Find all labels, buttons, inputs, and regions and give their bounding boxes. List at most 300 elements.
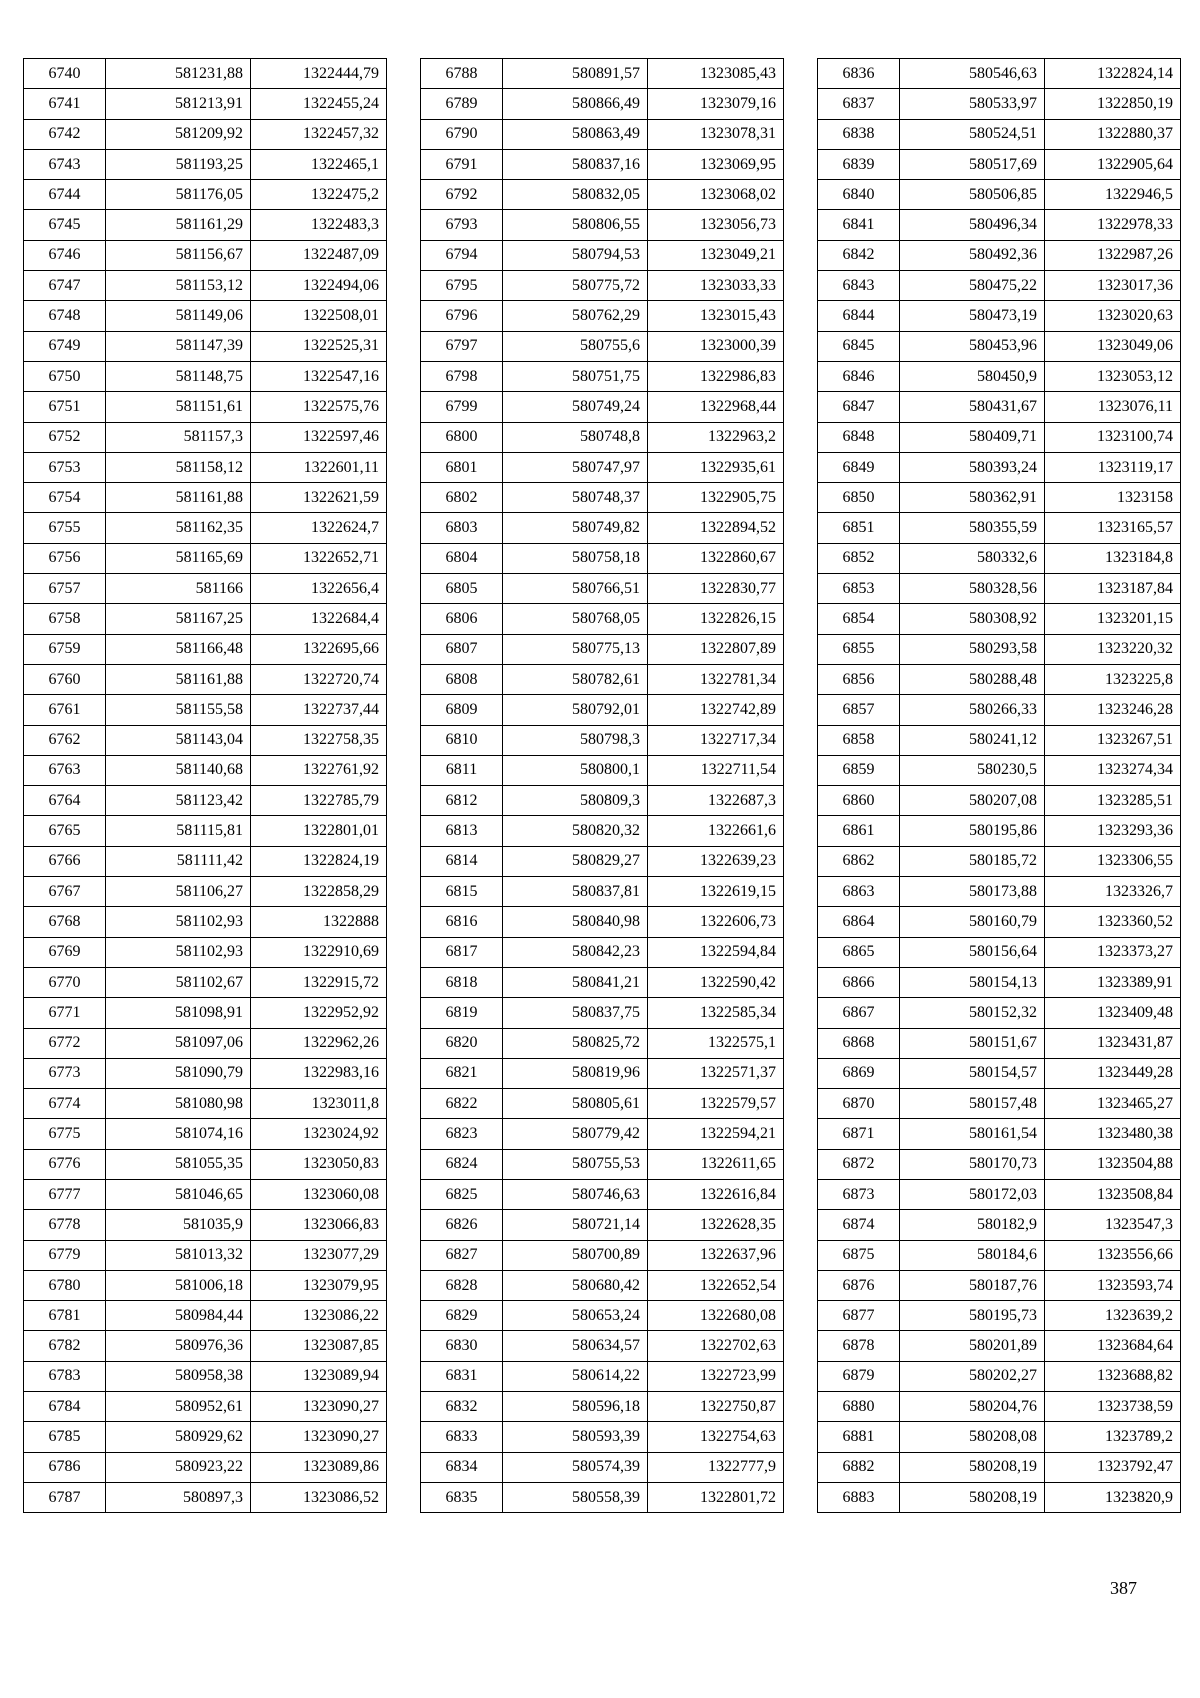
table-row bbox=[421, 574, 784, 604]
point-number-cell: 6831 bbox=[421, 1361, 503, 1391]
table-row bbox=[421, 786, 784, 816]
y-coordinate-cell: 1322684,4 bbox=[251, 604, 387, 634]
table-row bbox=[421, 271, 784, 301]
table-row bbox=[24, 967, 387, 997]
x-coordinate-cell: 580172,03 bbox=[900, 1179, 1045, 1209]
table-row bbox=[24, 361, 387, 391]
point-number-cell: 6783 bbox=[24, 1361, 106, 1391]
x-coordinate-cell: 580288,48 bbox=[900, 664, 1045, 694]
y-coordinate-cell: 1323000,39 bbox=[648, 331, 784, 361]
table-row bbox=[24, 1331, 387, 1361]
y-coordinate-cell: 1322807,89 bbox=[648, 634, 784, 664]
x-coordinate-cell: 581161,88 bbox=[106, 664, 251, 694]
y-coordinate-cell: 1323100,74 bbox=[1045, 422, 1181, 452]
x-coordinate-cell: 581123,42 bbox=[106, 786, 251, 816]
point-number-cell: 6757 bbox=[24, 574, 106, 604]
point-number-cell: 6787 bbox=[24, 1482, 106, 1512]
x-coordinate-cell: 581167,25 bbox=[106, 604, 251, 634]
y-coordinate-cell: 1323158 bbox=[1045, 483, 1181, 513]
y-coordinate-cell: 1323789,2 bbox=[1045, 1422, 1181, 1452]
y-coordinate-cell: 1322894,52 bbox=[648, 513, 784, 543]
point-number-cell: 6785 bbox=[24, 1422, 106, 1452]
point-number-cell: 6839 bbox=[818, 149, 900, 179]
x-coordinate-cell: 580496,34 bbox=[900, 210, 1045, 240]
table-row bbox=[24, 907, 387, 937]
table-row bbox=[818, 1452, 1181, 1482]
x-coordinate-cell: 580596,18 bbox=[503, 1392, 648, 1422]
x-coordinate-cell: 581055,35 bbox=[106, 1149, 251, 1179]
x-coordinate-cell: 581102,67 bbox=[106, 967, 251, 997]
coordinate-table-2 bbox=[420, 58, 784, 1513]
point-number-cell: 6845 bbox=[818, 331, 900, 361]
table-row bbox=[421, 513, 784, 543]
x-coordinate-cell: 580154,13 bbox=[900, 967, 1045, 997]
point-number-cell: 6760 bbox=[24, 664, 106, 694]
table-row bbox=[24, 210, 387, 240]
y-coordinate-cell: 1322695,66 bbox=[251, 634, 387, 664]
point-number-cell: 6852 bbox=[818, 543, 900, 573]
x-coordinate-cell: 580819,96 bbox=[503, 1058, 648, 1088]
y-coordinate-cell: 1322475,2 bbox=[251, 180, 387, 210]
y-coordinate-cell: 1322611,65 bbox=[648, 1149, 784, 1179]
y-coordinate-cell: 1323389,91 bbox=[1045, 967, 1181, 997]
point-number-cell: 6747 bbox=[24, 271, 106, 301]
y-coordinate-cell: 1323078,31 bbox=[648, 119, 784, 149]
table-row bbox=[818, 1179, 1181, 1209]
point-number-cell: 6801 bbox=[421, 452, 503, 482]
y-coordinate-cell: 1322742,89 bbox=[648, 695, 784, 725]
point-number-cell: 6883 bbox=[818, 1482, 900, 1512]
point-number-cell: 6763 bbox=[24, 755, 106, 785]
y-coordinate-cell: 1322652,71 bbox=[251, 543, 387, 573]
x-coordinate-cell: 580362,91 bbox=[900, 483, 1045, 513]
x-coordinate-cell: 580782,61 bbox=[503, 664, 648, 694]
y-coordinate-cell: 1322579,57 bbox=[648, 1089, 784, 1119]
y-coordinate-cell: 1322639,23 bbox=[648, 846, 784, 876]
x-coordinate-cell: 581098,91 bbox=[106, 998, 251, 1028]
y-coordinate-cell: 1323187,84 bbox=[1045, 574, 1181, 604]
x-coordinate-cell: 580747,97 bbox=[503, 452, 648, 482]
y-coordinate-cell: 1323079,16 bbox=[648, 89, 784, 119]
x-coordinate-cell: 581166,48 bbox=[106, 634, 251, 664]
point-number-cell: 6866 bbox=[818, 967, 900, 997]
point-number-cell: 6800 bbox=[421, 422, 503, 452]
y-coordinate-cell: 1322905,75 bbox=[648, 483, 784, 513]
table-row bbox=[421, 1270, 784, 1300]
y-coordinate-cell: 1322758,35 bbox=[251, 725, 387, 755]
table-row bbox=[818, 1028, 1181, 1058]
point-number-cell: 6815 bbox=[421, 877, 503, 907]
y-coordinate-cell: 1322826,15 bbox=[648, 604, 784, 634]
y-coordinate-cell: 1322935,61 bbox=[648, 452, 784, 482]
point-number-cell: 6748 bbox=[24, 301, 106, 331]
point-number-cell: 6830 bbox=[421, 1331, 503, 1361]
point-number-cell: 6822 bbox=[421, 1089, 503, 1119]
table-row bbox=[24, 755, 387, 785]
y-coordinate-cell: 1323684,64 bbox=[1045, 1331, 1181, 1361]
y-coordinate-cell: 1322968,44 bbox=[648, 392, 784, 422]
table-row bbox=[421, 1058, 784, 1088]
table-row bbox=[818, 180, 1181, 210]
y-coordinate-cell: 1322585,34 bbox=[648, 998, 784, 1028]
x-coordinate-cell: 580634,57 bbox=[503, 1331, 648, 1361]
table-row bbox=[421, 1482, 784, 1512]
y-coordinate-cell: 1323480,38 bbox=[1045, 1119, 1181, 1149]
table-row bbox=[421, 543, 784, 573]
y-coordinate-cell: 1322983,16 bbox=[251, 1058, 387, 1088]
point-number-cell: 6741 bbox=[24, 89, 106, 119]
table-row bbox=[818, 695, 1181, 725]
point-number-cell: 6843 bbox=[818, 271, 900, 301]
x-coordinate-cell: 580208,08 bbox=[900, 1422, 1045, 1452]
table-row bbox=[818, 1482, 1181, 1512]
point-number-cell: 6813 bbox=[421, 816, 503, 846]
point-number-cell: 6777 bbox=[24, 1179, 106, 1209]
y-coordinate-cell: 1323076,11 bbox=[1045, 392, 1181, 422]
y-coordinate-cell: 1322575,1 bbox=[648, 1028, 784, 1058]
y-coordinate-cell: 1323267,51 bbox=[1045, 725, 1181, 755]
table-row bbox=[421, 1422, 784, 1452]
point-number-cell: 6814 bbox=[421, 846, 503, 876]
x-coordinate-cell: 580204,76 bbox=[900, 1392, 1045, 1422]
x-coordinate-cell: 580230,5 bbox=[900, 755, 1045, 785]
table-row bbox=[24, 1422, 387, 1452]
y-coordinate-cell: 1323086,52 bbox=[251, 1482, 387, 1512]
point-number-cell: 6848 bbox=[818, 422, 900, 452]
table-row bbox=[421, 361, 784, 391]
point-number-cell: 6782 bbox=[24, 1331, 106, 1361]
x-coordinate-cell: 580332,6 bbox=[900, 543, 1045, 573]
table-row bbox=[24, 695, 387, 725]
x-coordinate-cell: 580653,24 bbox=[503, 1301, 648, 1331]
y-coordinate-cell: 1322444,79 bbox=[251, 59, 387, 89]
point-number-cell: 6776 bbox=[24, 1149, 106, 1179]
x-coordinate-cell: 580748,37 bbox=[503, 483, 648, 513]
point-number-cell: 6774 bbox=[24, 1089, 106, 1119]
y-coordinate-cell: 1322910,69 bbox=[251, 937, 387, 967]
table-row bbox=[818, 877, 1181, 907]
x-coordinate-cell: 580800,1 bbox=[503, 755, 648, 785]
point-number-cell: 6875 bbox=[818, 1240, 900, 1270]
table-row bbox=[818, 664, 1181, 694]
table-row bbox=[24, 786, 387, 816]
x-coordinate-cell: 581155,58 bbox=[106, 695, 251, 725]
point-number-cell: 6792 bbox=[421, 180, 503, 210]
table-row bbox=[421, 149, 784, 179]
x-coordinate-cell: 580794,53 bbox=[503, 240, 648, 270]
table-row bbox=[24, 846, 387, 876]
x-coordinate-cell: 580453,96 bbox=[900, 331, 1045, 361]
x-coordinate-cell: 581111,42 bbox=[106, 846, 251, 876]
x-coordinate-cell: 580431,67 bbox=[900, 392, 1045, 422]
y-coordinate-cell: 1322801,01 bbox=[251, 816, 387, 846]
x-coordinate-cell: 580182,9 bbox=[900, 1210, 1045, 1240]
y-coordinate-cell: 1322628,35 bbox=[648, 1210, 784, 1240]
table-row bbox=[818, 1392, 1181, 1422]
x-coordinate-cell: 580328,56 bbox=[900, 574, 1045, 604]
table-row bbox=[24, 604, 387, 634]
y-coordinate-cell: 1322483,3 bbox=[251, 210, 387, 240]
y-coordinate-cell: 1322850,19 bbox=[1045, 89, 1181, 119]
x-coordinate-cell: 580201,89 bbox=[900, 1331, 1045, 1361]
table-row bbox=[421, 1149, 784, 1179]
coordinate-table-3 bbox=[817, 58, 1181, 1513]
y-coordinate-cell: 1323688,82 bbox=[1045, 1361, 1181, 1391]
x-coordinate-cell: 580156,64 bbox=[900, 937, 1045, 967]
point-number-cell: 6767 bbox=[24, 877, 106, 907]
point-number-cell: 6871 bbox=[818, 1119, 900, 1149]
table-row bbox=[421, 119, 784, 149]
table-row bbox=[818, 604, 1181, 634]
point-number-cell: 6874 bbox=[818, 1210, 900, 1240]
x-coordinate-cell: 580208,19 bbox=[900, 1482, 1045, 1512]
y-coordinate-cell: 1322962,26 bbox=[251, 1028, 387, 1058]
y-coordinate-cell: 1322525,31 bbox=[251, 331, 387, 361]
x-coordinate-cell: 580160,79 bbox=[900, 907, 1045, 937]
y-coordinate-cell: 1322987,26 bbox=[1045, 240, 1181, 270]
y-coordinate-cell: 1322616,84 bbox=[648, 1179, 784, 1209]
table-row bbox=[421, 877, 784, 907]
table-row bbox=[24, 816, 387, 846]
point-number-cell: 6772 bbox=[24, 1028, 106, 1058]
x-coordinate-cell: 581148,75 bbox=[106, 361, 251, 391]
x-coordinate-cell: 580984,44 bbox=[106, 1301, 251, 1331]
x-coordinate-cell: 580952,61 bbox=[106, 1392, 251, 1422]
point-number-cell: 6799 bbox=[421, 392, 503, 422]
x-coordinate-cell: 580546,63 bbox=[900, 59, 1045, 89]
y-coordinate-cell: 1322915,72 bbox=[251, 967, 387, 997]
x-coordinate-cell: 581149,06 bbox=[106, 301, 251, 331]
table-row bbox=[24, 1482, 387, 1512]
x-coordinate-cell: 580762,29 bbox=[503, 301, 648, 331]
table-row bbox=[24, 89, 387, 119]
x-coordinate-cell: 580393,24 bbox=[900, 452, 1045, 482]
x-coordinate-cell: 581046,65 bbox=[106, 1179, 251, 1209]
table-row bbox=[24, 1392, 387, 1422]
table-row bbox=[421, 725, 784, 755]
x-coordinate-cell: 580842,23 bbox=[503, 937, 648, 967]
table-row bbox=[421, 1089, 784, 1119]
y-coordinate-cell: 1322880,37 bbox=[1045, 119, 1181, 149]
point-number-cell: 6859 bbox=[818, 755, 900, 785]
y-coordinate-cell: 1322777,9 bbox=[648, 1452, 784, 1482]
point-number-cell: 6816 bbox=[421, 907, 503, 937]
x-coordinate-cell: 580266,33 bbox=[900, 695, 1045, 725]
y-coordinate-cell: 1323086,22 bbox=[251, 1301, 387, 1331]
point-number-cell: 6752 bbox=[24, 422, 106, 452]
point-number-cell: 6819 bbox=[421, 998, 503, 1028]
table-row bbox=[818, 543, 1181, 573]
y-coordinate-cell: 1323449,28 bbox=[1045, 1058, 1181, 1088]
table-row bbox=[421, 1179, 784, 1209]
y-coordinate-cell: 1323066,83 bbox=[251, 1210, 387, 1240]
y-coordinate-cell: 1322761,92 bbox=[251, 755, 387, 785]
point-number-cell: 6860 bbox=[818, 786, 900, 816]
table-row bbox=[24, 1149, 387, 1179]
y-coordinate-cell: 1323050,83 bbox=[251, 1149, 387, 1179]
x-coordinate-cell: 580755,53 bbox=[503, 1149, 648, 1179]
y-coordinate-cell: 1323285,51 bbox=[1045, 786, 1181, 816]
table-row bbox=[421, 1331, 784, 1361]
y-coordinate-cell: 1323049,21 bbox=[648, 240, 784, 270]
y-coordinate-cell: 1323274,34 bbox=[1045, 755, 1181, 785]
table-row bbox=[818, 1210, 1181, 1240]
x-coordinate-cell: 581080,98 bbox=[106, 1089, 251, 1119]
table-row bbox=[421, 422, 784, 452]
point-number-cell: 6812 bbox=[421, 786, 503, 816]
point-number-cell: 6881 bbox=[818, 1422, 900, 1452]
table-row bbox=[421, 755, 784, 785]
y-coordinate-cell: 1322637,96 bbox=[648, 1240, 784, 1270]
point-number-cell: 6818 bbox=[421, 967, 503, 997]
point-number-cell: 6791 bbox=[421, 149, 503, 179]
x-coordinate-cell: 580241,12 bbox=[900, 725, 1045, 755]
point-number-cell: 6862 bbox=[818, 846, 900, 876]
point-number-cell: 6829 bbox=[421, 1301, 503, 1331]
y-coordinate-cell: 1322590,42 bbox=[648, 967, 784, 997]
table-row bbox=[818, 755, 1181, 785]
table-row bbox=[818, 967, 1181, 997]
table-row bbox=[421, 998, 784, 1028]
x-coordinate-cell: 580829,27 bbox=[503, 846, 648, 876]
x-coordinate-cell: 581102,93 bbox=[106, 907, 251, 937]
y-coordinate-cell: 1323306,55 bbox=[1045, 846, 1181, 876]
point-number-cell: 6807 bbox=[421, 634, 503, 664]
table-row bbox=[24, 59, 387, 89]
x-coordinate-cell: 580151,67 bbox=[900, 1028, 1045, 1058]
y-coordinate-cell: 1323547,3 bbox=[1045, 1210, 1181, 1240]
table-row bbox=[421, 907, 784, 937]
point-number-cell: 6811 bbox=[421, 755, 503, 785]
table-row bbox=[421, 1119, 784, 1149]
point-number-cell: 6880 bbox=[818, 1392, 900, 1422]
y-coordinate-cell: 1322830,77 bbox=[648, 574, 784, 604]
x-coordinate-cell: 581153,12 bbox=[106, 271, 251, 301]
x-coordinate-cell: 581166 bbox=[106, 574, 251, 604]
point-number-cell: 6798 bbox=[421, 361, 503, 391]
point-number-cell: 6849 bbox=[818, 452, 900, 482]
point-number-cell: 6745 bbox=[24, 210, 106, 240]
table-row bbox=[818, 907, 1181, 937]
table-row bbox=[24, 543, 387, 573]
table-row bbox=[818, 483, 1181, 513]
x-coordinate-cell: 581213,91 bbox=[106, 89, 251, 119]
point-number-cell: 6740 bbox=[24, 59, 106, 89]
point-number-cell: 6846 bbox=[818, 361, 900, 391]
point-number-cell: 6868 bbox=[818, 1028, 900, 1058]
point-number-cell: 6872 bbox=[818, 1149, 900, 1179]
coordinate-table-1 bbox=[23, 58, 387, 1513]
x-coordinate-cell: 580897,3 bbox=[106, 1482, 251, 1512]
y-coordinate-cell: 1322455,24 bbox=[251, 89, 387, 119]
point-number-cell: 6833 bbox=[421, 1422, 503, 1452]
x-coordinate-cell: 580492,36 bbox=[900, 240, 1045, 270]
x-coordinate-cell: 581090,79 bbox=[106, 1058, 251, 1088]
y-coordinate-cell: 1322720,74 bbox=[251, 664, 387, 694]
y-coordinate-cell: 1323087,85 bbox=[251, 1331, 387, 1361]
y-coordinate-cell: 1322946,5 bbox=[1045, 180, 1181, 210]
x-coordinate-cell: 581231,88 bbox=[106, 59, 251, 89]
y-coordinate-cell: 1323409,48 bbox=[1045, 998, 1181, 1028]
point-number-cell: 6820 bbox=[421, 1028, 503, 1058]
y-coordinate-cell: 1323465,27 bbox=[1045, 1089, 1181, 1119]
x-coordinate-cell: 580517,69 bbox=[900, 149, 1045, 179]
x-coordinate-cell: 580820,32 bbox=[503, 816, 648, 846]
x-coordinate-cell: 581147,39 bbox=[106, 331, 251, 361]
table-row bbox=[421, 937, 784, 967]
y-coordinate-cell: 1322621,59 bbox=[251, 483, 387, 513]
point-number-cell: 6837 bbox=[818, 89, 900, 119]
point-number-cell: 6770 bbox=[24, 967, 106, 997]
table-row bbox=[24, 1210, 387, 1240]
x-coordinate-cell: 580775,72 bbox=[503, 271, 648, 301]
y-coordinate-cell: 1323090,27 bbox=[251, 1392, 387, 1422]
x-coordinate-cell: 580187,76 bbox=[900, 1270, 1045, 1300]
x-coordinate-cell: 580766,51 bbox=[503, 574, 648, 604]
x-coordinate-cell: 580748,8 bbox=[503, 422, 648, 452]
y-coordinate-cell: 1323011,8 bbox=[251, 1089, 387, 1119]
table-row bbox=[818, 937, 1181, 967]
point-number-cell: 6761 bbox=[24, 695, 106, 725]
point-number-cell: 6778 bbox=[24, 1210, 106, 1240]
point-number-cell: 6854 bbox=[818, 604, 900, 634]
point-number-cell: 6754 bbox=[24, 483, 106, 513]
x-coordinate-cell: 581151,61 bbox=[106, 392, 251, 422]
table-row bbox=[818, 361, 1181, 391]
y-coordinate-cell: 1323089,86 bbox=[251, 1452, 387, 1482]
point-number-cell: 6797 bbox=[421, 331, 503, 361]
point-number-cell: 6847 bbox=[818, 392, 900, 422]
x-coordinate-cell: 580170,73 bbox=[900, 1149, 1045, 1179]
x-coordinate-cell: 580721,14 bbox=[503, 1210, 648, 1240]
point-number-cell: 6758 bbox=[24, 604, 106, 634]
table-row bbox=[24, 180, 387, 210]
table-row bbox=[421, 301, 784, 331]
y-coordinate-cell: 1322601,11 bbox=[251, 452, 387, 482]
point-number-cell: 6795 bbox=[421, 271, 503, 301]
y-coordinate-cell: 1322687,3 bbox=[648, 786, 784, 816]
table-row bbox=[818, 422, 1181, 452]
y-coordinate-cell: 1322750,87 bbox=[648, 1392, 784, 1422]
x-coordinate-cell: 580524,51 bbox=[900, 119, 1045, 149]
point-number-cell: 6853 bbox=[818, 574, 900, 604]
point-number-cell: 6742 bbox=[24, 119, 106, 149]
y-coordinate-cell: 1322624,7 bbox=[251, 513, 387, 543]
table-row bbox=[421, 634, 784, 664]
point-number-cell: 6771 bbox=[24, 998, 106, 1028]
point-number-cell: 6784 bbox=[24, 1392, 106, 1422]
y-coordinate-cell: 1322888 bbox=[251, 907, 387, 937]
x-coordinate-cell: 580152,32 bbox=[900, 998, 1045, 1028]
x-coordinate-cell: 580775,13 bbox=[503, 634, 648, 664]
y-coordinate-cell: 1322571,37 bbox=[648, 1058, 784, 1088]
x-coordinate-cell: 580154,57 bbox=[900, 1058, 1045, 1088]
point-number-cell: 6844 bbox=[818, 301, 900, 331]
point-number-cell: 6762 bbox=[24, 725, 106, 755]
x-coordinate-cell: 580798,3 bbox=[503, 725, 648, 755]
point-number-cell: 6769 bbox=[24, 937, 106, 967]
y-coordinate-cell: 1322905,64 bbox=[1045, 149, 1181, 179]
x-coordinate-cell: 580173,88 bbox=[900, 877, 1045, 907]
y-coordinate-cell: 1322952,92 bbox=[251, 998, 387, 1028]
point-number-cell: 6773 bbox=[24, 1058, 106, 1088]
x-coordinate-cell: 580593,39 bbox=[503, 1422, 648, 1452]
point-number-cell: 6840 bbox=[818, 180, 900, 210]
point-number-cell: 6768 bbox=[24, 907, 106, 937]
table-row bbox=[421, 1392, 784, 1422]
y-coordinate-cell: 1323077,29 bbox=[251, 1240, 387, 1270]
x-coordinate-cell: 580157,48 bbox=[900, 1089, 1045, 1119]
